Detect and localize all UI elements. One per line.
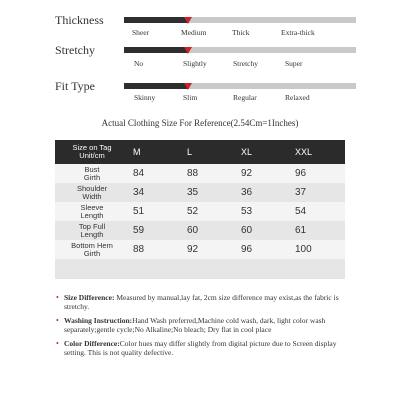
- fit-type-label: Fit Type: [55, 79, 95, 93]
- size-header-xl: XL: [237, 140, 291, 164]
- row-label-sleeve-length: Sleeve Length: [80, 202, 104, 220]
- note-size-difference: • Size Difference: Measured by manual,lay fat, 2cm size difference may exist,as the fabric is stretchy.: [56, 293, 339, 311]
- row-label-shoulder-width: Shoulder Width: [76, 183, 108, 201]
- fit-type-option-relaxed: Relaxed: [285, 93, 310, 102]
- thickness-option-thick: Thick: [232, 28, 250, 37]
- stretchy-option-no: No: [134, 59, 144, 68]
- fit-type-bar: [124, 83, 356, 89]
- size-table-title: Actual Clothing Size For Reference(2.54Cm=1Inches): [101, 118, 299, 128]
- thickness-label: Thickness: [55, 13, 104, 27]
- table-cell: 88: [187, 168, 199, 179]
- stretchy-label: Stretchy: [55, 43, 95, 57]
- note-color-difference: • Color Difference:Color hues may differ slightly from digital picture due to Screen display setting. This is not quality defective.: [56, 339, 337, 357]
- thickness-option-medium: Medium: [181, 28, 207, 37]
- fit-type-option-slim: Slim: [183, 93, 198, 102]
- table-row: [55, 164, 345, 183]
- fit-type-marker-icon: [184, 83, 192, 90]
- stretchy-row: [0, 43, 400, 83]
- stretchy-option-stretchy: Stretchy: [233, 59, 258, 68]
- table-cell: 61: [295, 225, 307, 236]
- thickness-option-extra-thick: Extra-thick: [281, 28, 315, 37]
- table-cell: 35: [187, 187, 199, 198]
- size-header-m: M: [129, 140, 183, 164]
- note-washing-instruction: • Washing Instruction:Hand Wash preferred,Machine cold wash, dark, light color wash separately;gentle cycle;No Alkaline;No bleach; Dry flat in cool place: [56, 316, 326, 334]
- table-cell: 60: [187, 225, 199, 236]
- table-empty-row: [55, 259, 345, 279]
- table-cell: 34: [133, 187, 145, 198]
- thickness-bar: [124, 17, 356, 23]
- row-label-bottom-hem-girth: Bottom Hem Girth: [71, 240, 113, 258]
- size-header-l: L: [183, 140, 237, 164]
- fit-type-option-skinny: Skinny: [134, 93, 156, 102]
- size-table-header: [55, 140, 345, 164]
- stretchy-option-super: Super: [285, 59, 303, 68]
- size-table-corner: Size on Tag Unit/cm: [55, 140, 129, 164]
- table-cell: 59: [133, 225, 145, 236]
- table-cell: 36: [241, 187, 253, 198]
- stretchy-bar: [124, 47, 356, 53]
- fit-type-row: [0, 79, 400, 119]
- table-cell: 84: [133, 168, 145, 179]
- table-cell: 88: [133, 244, 145, 255]
- fit-type-option-regular: Regular: [233, 93, 257, 102]
- table-row: [55, 183, 345, 202]
- table-row: [55, 221, 345, 240]
- table-cell: 51: [133, 206, 145, 217]
- table-cell: 96: [295, 168, 307, 179]
- table-cell: 92: [241, 168, 253, 179]
- table-cell: 100: [295, 244, 312, 255]
- size-table: [55, 140, 345, 279]
- bullet-icon: •: [56, 316, 59, 325]
- thickness-marker-icon: [184, 17, 192, 24]
- table-cell: 54: [295, 206, 307, 217]
- table-cell: 37: [295, 187, 307, 198]
- thickness-option-sheer: Sheer: [132, 28, 150, 37]
- notes: [56, 294, 356, 363]
- table-cell: 53: [241, 206, 253, 217]
- table-cell: 60: [241, 225, 253, 236]
- bullet-icon: •: [56, 339, 59, 348]
- stretchy-marker-icon: [184, 47, 192, 54]
- stretchy-option-slightly: Slightly: [183, 59, 207, 68]
- table-cell: 52: [187, 206, 199, 217]
- table-row: [55, 240, 345, 259]
- row-label-top-full-length: Top Full Length: [78, 221, 106, 239]
- row-label-bust-girth: Bust Girth: [83, 164, 101, 182]
- table-row: [55, 202, 345, 221]
- table-cell: 92: [187, 244, 199, 255]
- size-header-xxl: XXL: [291, 140, 345, 164]
- bullet-icon: •: [56, 293, 59, 302]
- table-cell: 96: [241, 244, 253, 255]
